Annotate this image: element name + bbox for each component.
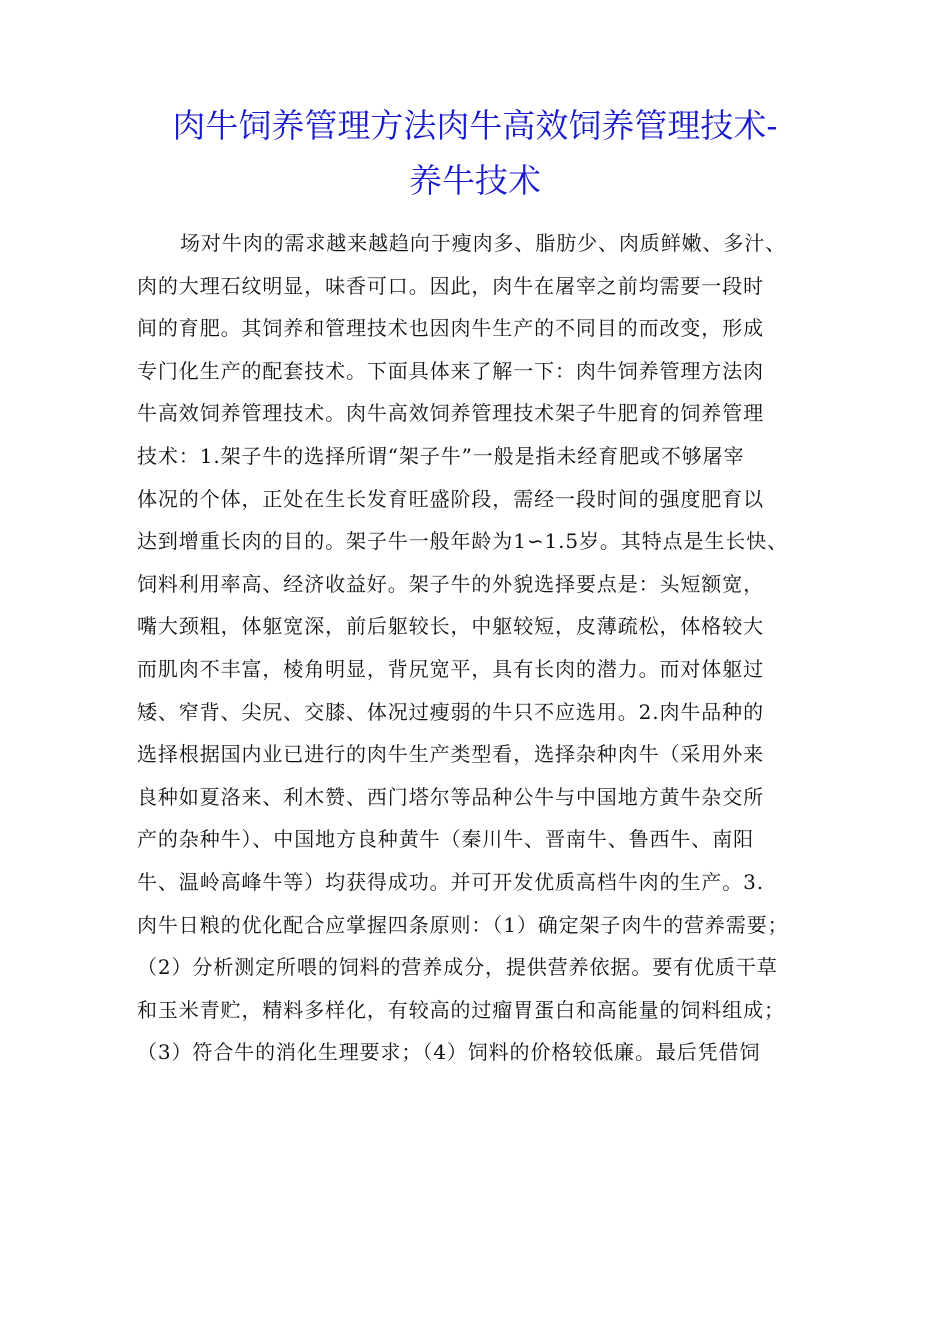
body-line: 技术：1.架子牛的选择所谓“架子牛”一般是指未经育肥或不够屠宰: [137, 443, 745, 468]
title-line-2: 养牛技术: [409, 161, 541, 200]
body-line: 肉牛日粮的优化配合应掌握四条原则：（1）确定架子肉牛的营养需要；: [137, 912, 789, 937]
title-line-1: 肉牛饲养管理方法肉牛高效饲养管理技术-: [172, 106, 778, 145]
body-line: 饲料利用率高、经济收益好。架子牛的外貌选择要点是：头短额宽，: [137, 571, 764, 596]
body-line: 良种如夏洛来、利木赞、西门塔尔等品种公牛与中国地方黄牛杂交所: [137, 784, 764, 809]
body-line: 场对牛肉的需求越来越趋向于瘦肉多、脂肪少、肉质鲜嫩、多汁、: [180, 231, 787, 255]
document-body: [137, 222, 837, 1074]
body-line: 选择根据国内业已进行的肉牛生产类型看，选择杂种肉牛（采用外来: [137, 742, 764, 767]
body-line: 牛、温岭高峰牛等）均获得成功。并可开发优质高档牛肉的生产。3.: [137, 869, 764, 894]
body-line: （3）符合牛的消化生理要求；（4）饲料的价格较低廉。最后凭借饲: [137, 1040, 761, 1065]
body-line: 和玉米青贮，精料多样化，有较高的过瘤胃蛋白和高能量的饲料组成；: [137, 997, 785, 1022]
body-line: 矮、窄背、尖尻、交膝、体况过瘦弱的牛只不应选用。2.肉牛品种的: [137, 699, 764, 724]
body-line: 牛高效饲养管理技术。肉牛高效饲养管理技术架子牛肥育的饲养管理: [137, 401, 764, 426]
body-line: 产的杂种牛）、中国地方良种黄牛（秦川牛、晋南牛、鲁西牛、南阳: [137, 827, 754, 852]
body-line: 肉的大理石纹明显，味香可口。因此，肉牛在屠宰之前均需要一段时: [137, 273, 764, 298]
body-line: 嘴大颈粗，体躯宽深，前后躯较长，中躯较短，皮薄疏松，体格较大: [137, 614, 764, 639]
body-line: 专门化生产的配套技术。下面具体来了解一下：肉牛饲养管理方法肉: [137, 358, 764, 383]
body-line: 间的育肥。其饲养和管理技术也因肉牛生产的不同目的而改变，形成: [137, 316, 764, 341]
body-line: 体况的个体，正处在生长发育旺盛阶段，需经一段时间的强度肥育以: [137, 486, 764, 511]
body-line: 达到增重长肉的目的。架子牛一般年龄为1∽1.5岁。其特点是生长快、: [137, 529, 788, 554]
body-line: 而肌肉不丰富，棱角明显，背尻宽平，具有长肉的潜力。而对体躯过: [137, 656, 764, 681]
document-title: [120, 98, 830, 208]
body-line: （2）分析测定所喂的饲料的营养成分，提供营养依据。要有优质干草: [137, 955, 778, 980]
